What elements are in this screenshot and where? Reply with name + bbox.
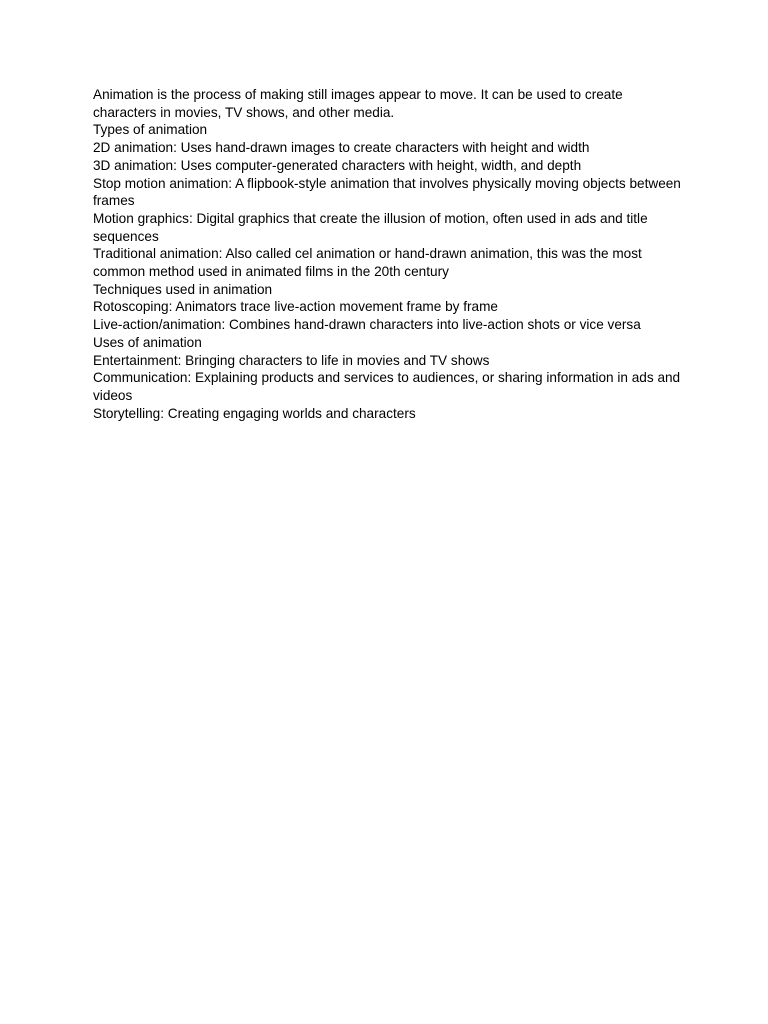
document-body [93,86,683,422]
list-item: 2D animation: Uses hand-drawn images to create characters with height and width [93,140,590,156]
list-item: Stop motion animation: A flipbook-style animation that involves physically moving objects between frames [93,175,681,209]
list-item: Rotoscoping: Animators trace live-action movement frame by frame [93,299,498,315]
list-item: 3D animation: Uses computer-generated characters with height, width, and depth [93,157,582,173]
section-heading-types: Types of animation [93,122,208,138]
section-heading-techniques: Techniques used in animation [93,281,273,297]
section-heading-uses: Uses of animation [93,334,202,350]
intro-paragraph: Animation is the process of making still images appear to move. It can be used to create characters in movies, TV shows, and other media. [93,87,623,120]
list-item: Traditional animation: Also called cel animation or hand-drawn animation, this was the most common method used in animated films in the 20th century [93,246,642,280]
list-item: Motion graphics: Digital graphics that create the illusion of motion, often used in ads and title sequences [93,210,648,244]
list-item: Communication: Explaining products and services to audiences, or sharing information in ads and videos [93,370,681,403]
list-item: Storytelling: Creating engaging worlds and characters [93,405,416,421]
list-item: Live-action/animation: Combines hand-drawn characters into live-action shots or vice versa [93,317,641,333]
list-item: Entertainment: Bringing characters to life in movies and TV shows [93,352,490,368]
